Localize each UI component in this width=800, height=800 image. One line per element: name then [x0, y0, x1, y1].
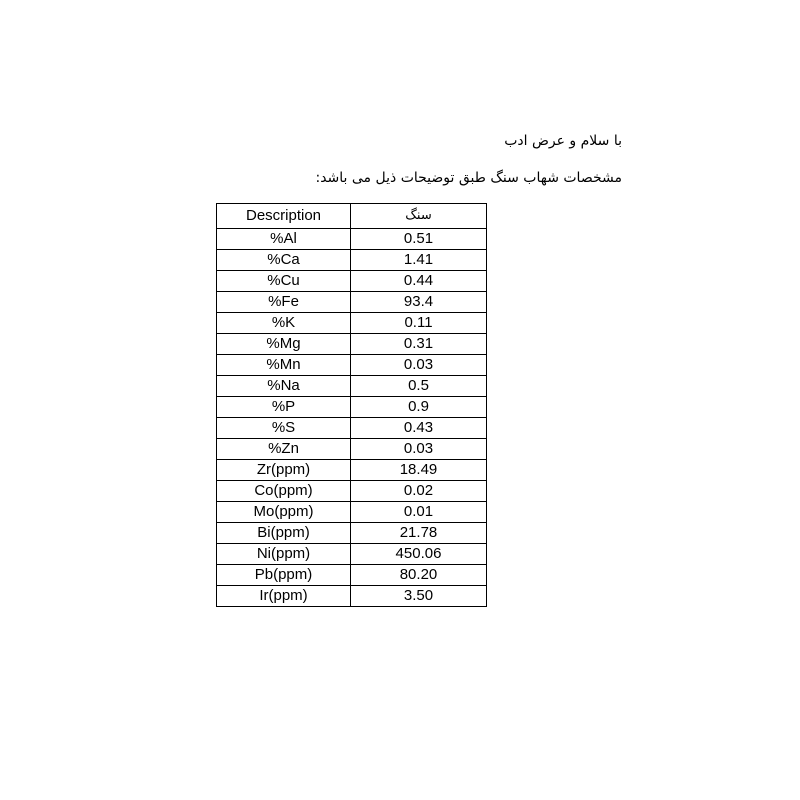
intro-line: مشخصات شهاب سنگ طبق توضیحات ذیل می باشد: [315, 170, 622, 186]
meteorite-spec-table [216, 203, 487, 607]
element-cell: Ir(ppm) [217, 586, 351, 607]
value-cell: 0.03 [351, 439, 487, 460]
value-cell: 3.50 [351, 586, 487, 607]
table-row [217, 271, 487, 292]
table-row [217, 544, 487, 565]
element-cell: Ni(ppm) [217, 544, 351, 565]
table-row [217, 334, 487, 355]
table-header-row [217, 204, 487, 229]
element-cell: %Cu [217, 271, 351, 292]
value-cell: 450.06 [351, 544, 487, 565]
value-cell: 0.9 [351, 397, 487, 418]
table-row [217, 376, 487, 397]
element-cell: Co(ppm) [217, 481, 351, 502]
value-cell: 0.01 [351, 502, 487, 523]
table-row [217, 565, 487, 586]
element-cell: %Fe [217, 292, 351, 313]
element-cell: Mo(ppm) [217, 502, 351, 523]
value-cell: 0.5 [351, 376, 487, 397]
element-cell: Pb(ppm) [217, 565, 351, 586]
value-cell: 21.78 [351, 523, 487, 544]
table-row [217, 313, 487, 334]
element-cell: %Zn [217, 439, 351, 460]
value-cell: 1.41 [351, 250, 487, 271]
table-row [217, 355, 487, 376]
element-cell: %Mn [217, 355, 351, 376]
element-cell: %Ca [217, 250, 351, 271]
table-row [217, 502, 487, 523]
table-row [217, 481, 487, 502]
value-cell: 0.44 [351, 271, 487, 292]
element-cell: Bi(ppm) [217, 523, 351, 544]
value-cell: 93.4 [351, 292, 487, 313]
element-cell: %Al [217, 229, 351, 250]
value-cell: 0.03 [351, 355, 487, 376]
table-row [217, 397, 487, 418]
value-cell: 0.11 [351, 313, 487, 334]
table-row [217, 250, 487, 271]
element-cell: %K [217, 313, 351, 334]
value-cell: 0.51 [351, 229, 487, 250]
table-row [217, 586, 487, 607]
value-cell: 80.20 [351, 565, 487, 586]
header-description: Description [217, 204, 351, 229]
value-cell: 0.02 [351, 481, 487, 502]
element-cell: %S [217, 418, 351, 439]
value-cell: 18.49 [351, 460, 487, 481]
element-cell: %Mg [217, 334, 351, 355]
greeting-line: با سلام و عرض ادب [504, 133, 622, 149]
value-cell: 0.31 [351, 334, 487, 355]
table-row [217, 523, 487, 544]
table-row [217, 229, 487, 250]
table-row [217, 439, 487, 460]
value-cell: 0.43 [351, 418, 487, 439]
element-cell: %Na [217, 376, 351, 397]
element-cell: %P [217, 397, 351, 418]
table-row [217, 418, 487, 439]
table-row [217, 292, 487, 313]
header-stone: سنگ [351, 204, 487, 229]
table-row [217, 460, 487, 481]
element-cell: Zr(ppm) [217, 460, 351, 481]
